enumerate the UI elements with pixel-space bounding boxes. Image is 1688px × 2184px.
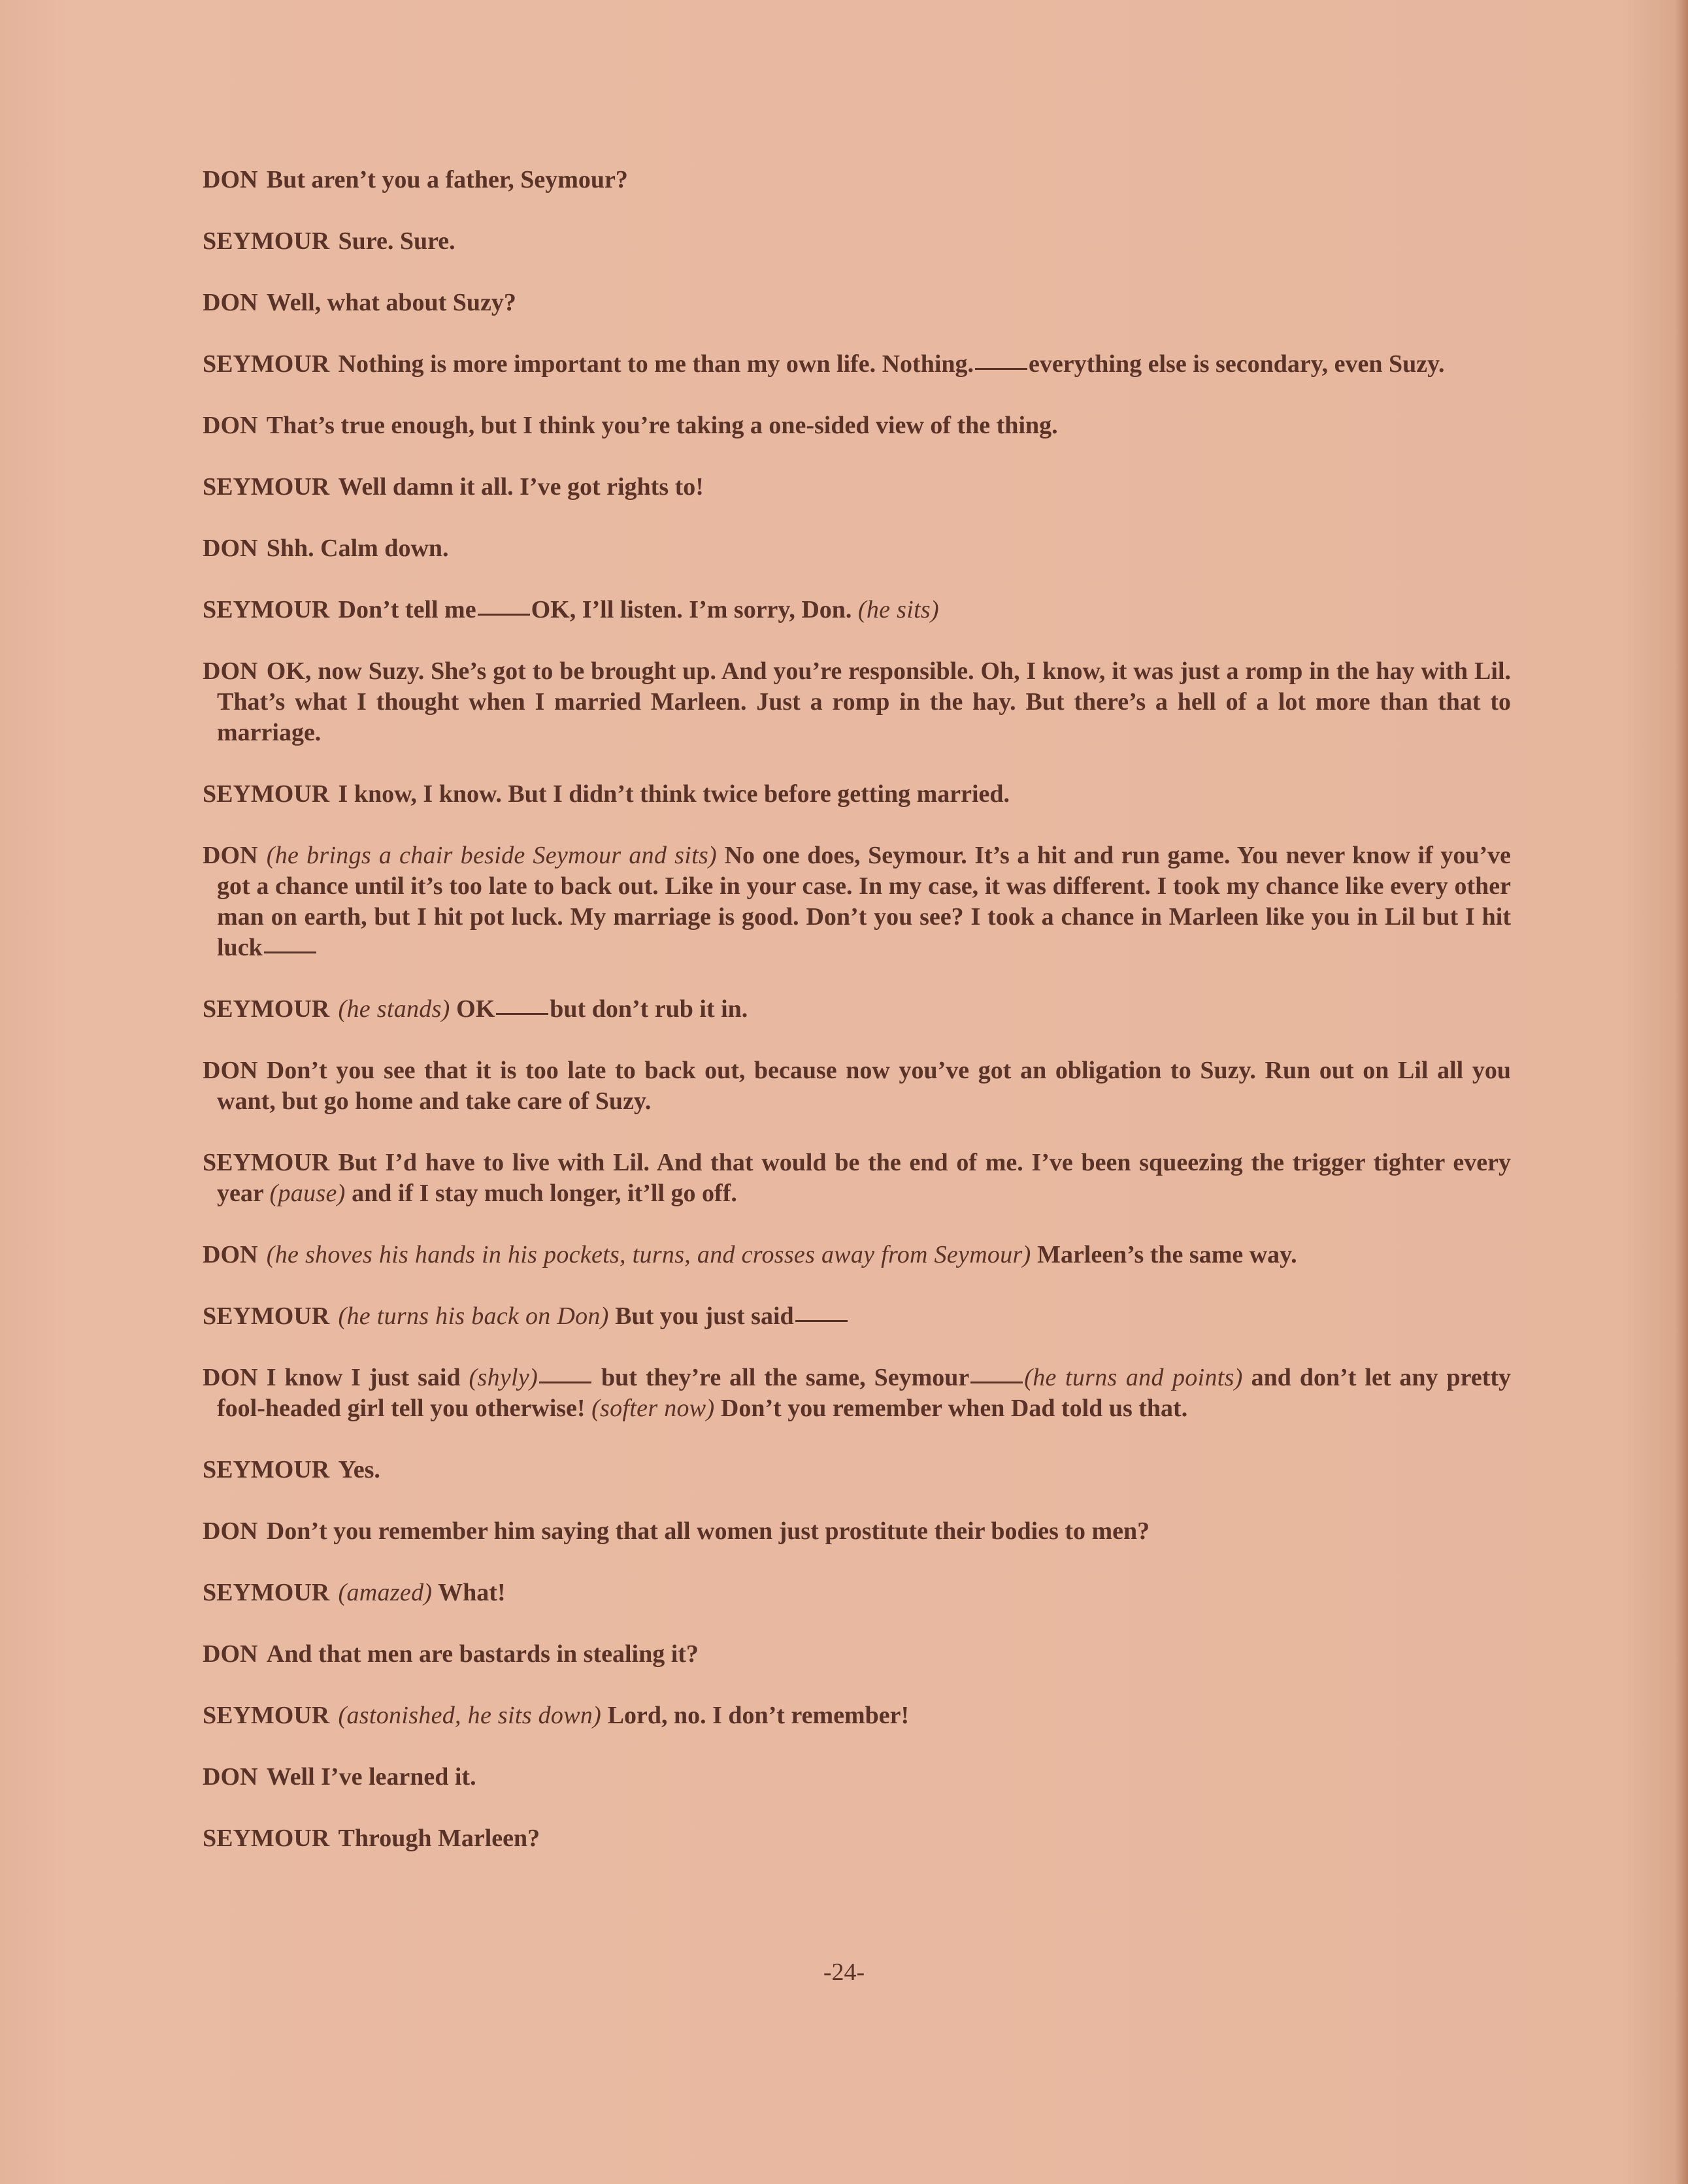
dialogue-line	[203, 1823, 1511, 1854]
speaker-name: DON	[203, 1640, 258, 1668]
speaker-name: SEYMOUR	[203, 1579, 330, 1606]
dialogue-line	[203, 595, 1511, 625]
speaker-name: SEYMOUR	[203, 350, 330, 378]
dialogue-line	[203, 1363, 1511, 1424]
dialogue-line	[203, 1240, 1511, 1270]
dialogue-text: Through Marleen?	[338, 1825, 540, 1852]
stage-direction: (amazed)	[338, 1579, 433, 1606]
stage-direction: (he brings a chair beside Seymour and sits)	[266, 842, 717, 869]
dialogue-text: I know I just said	[266, 1364, 469, 1391]
dialogue-text: What!	[432, 1579, 506, 1606]
dialogue-text: But I’d have to live with Lil. And that would be the end of me. I’ve been squeezing the trigger tighter every year	[217, 1149, 1511, 1207]
speaker-name: DON	[203, 412, 258, 439]
speaker-name: DON	[203, 1763, 258, 1791]
speaker-name: SEYMOUR	[203, 995, 330, 1023]
speaker-name: DON	[203, 289, 258, 316]
dialogue-line	[203, 779, 1511, 810]
dialogue-line	[203, 1455, 1511, 1485]
speaker-name: DON	[203, 1364, 258, 1391]
dash-rule	[970, 1382, 1023, 1383]
stage-direction: (pause)	[269, 1180, 346, 1207]
stage-direction: (shyly)	[469, 1364, 538, 1391]
dialogue-text: OK, now Suzy. She’s got to be brought up. And you’re responsible. Oh, I know, it was just a romp in the hay with Lil. That’s what I thought when I married Marleen. Just a romp in the hay. But there’s a hell of a lot more than that to marriage.	[217, 657, 1511, 746]
dialogue-text: Lord, no. I don’t remember!	[601, 1702, 910, 1729]
speaker-name: SEYMOUR	[203, 1825, 330, 1852]
speaker-name: DON	[203, 535, 258, 562]
dialogue-text: Well damn it all. I’ve got rights to!	[338, 473, 704, 501]
dialogue-text: I know, I know. But I didn’t think twice before getting married.	[338, 780, 1010, 808]
dialogue-line	[203, 1301, 1511, 1332]
dialogue-text: Yes.	[338, 1456, 380, 1483]
dialogue-text: Marleen’s the same way.	[1031, 1241, 1297, 1268]
speaker-name: SEYMOUR	[203, 1302, 330, 1330]
dialogue-line	[203, 410, 1511, 441]
speaker-name: DON	[203, 1241, 258, 1268]
dialogue-text: Don’t you remember him saying that all women just prostitute their bodies to men?	[266, 1517, 1150, 1545]
dialogue-line	[203, 656, 1511, 748]
script-body	[203, 165, 1511, 1885]
dash-rule	[496, 1013, 548, 1015]
dialogue-text: But aren’t you a father, Seymour?	[266, 166, 628, 193]
dialogue-line	[203, 349, 1511, 380]
speaker-name: SEYMOUR	[203, 473, 330, 501]
stage-direction: (he stands)	[338, 995, 450, 1023]
dialogue-line	[203, 533, 1511, 564]
stage-direction: (he turns his back on Don)	[338, 1302, 609, 1330]
dialogue-text: everything else is secondary, even Suzy.	[1029, 350, 1445, 378]
dialogue-text: Sure. Sure.	[338, 227, 455, 255]
dash-rule	[975, 368, 1027, 370]
speaker-name: SEYMOUR	[203, 596, 330, 623]
dialogue-line	[203, 1762, 1511, 1793]
dialogue-text: but they’re all the same, Seymour	[593, 1364, 970, 1391]
page-number: -24-	[823, 1959, 865, 1986]
speaker-name: SEYMOUR	[203, 1456, 330, 1483]
dialogue-text: but don’t rub it in.	[550, 995, 748, 1023]
speaker-name: DON	[203, 166, 258, 193]
dialogue-line	[203, 1148, 1511, 1209]
stage-direction: (he turns and points)	[1024, 1364, 1243, 1391]
dialogue-text: Well I’ve learned it.	[266, 1763, 476, 1791]
dialogue-text: Don’t you remember when Dad told us that.	[714, 1395, 1188, 1422]
stage-direction: (he shoves his hands in his pockets, turns, and crosses away from Seymour)	[266, 1241, 1031, 1268]
dialogue-line	[203, 288, 1511, 318]
dialogue-line	[203, 1639, 1511, 1670]
dialogue-text: Nothing is more important to me than my own life. Nothing.	[338, 350, 974, 378]
speaker-name: SEYMOUR	[203, 1702, 330, 1729]
speaker-name: DON	[203, 657, 258, 685]
dialogue-text: That’s true enough, but I think you’re taking a one-sided view of the thing.	[266, 412, 1058, 439]
dialogue-line	[203, 994, 1511, 1025]
stage-direction: (astonished, he sits down)	[338, 1702, 602, 1729]
dialogue-line	[203, 1055, 1511, 1117]
dialogue-line	[203, 1578, 1511, 1608]
dialogue-text: Don’t you see that it is too late to back out, because now you’ve got an obligation to Suzy. Run out on Lil all you want, but go home and take care of Suzy.	[217, 1057, 1511, 1115]
dash-rule	[539, 1382, 591, 1383]
stage-direction: (he sits)	[857, 596, 939, 623]
speaker-name: DON	[203, 842, 258, 869]
dialogue-text: Well, what about Suzy?	[266, 289, 516, 316]
dialogue-text: and don’t let any pretty fool-headed girl tell you otherwise!	[217, 1364, 1511, 1422]
dialogue-text: OK	[450, 995, 495, 1023]
dialogue-line	[203, 1516, 1511, 1547]
dash-rule	[264, 951, 316, 953]
dialogue-text: But you just said	[608, 1302, 794, 1330]
dialogue-text: And that men are bastards in stealing it?	[266, 1640, 699, 1668]
stage-direction: (softer now)	[591, 1395, 715, 1422]
speaker-name: DON	[203, 1057, 258, 1084]
dialogue-text: Shh. Calm down.	[266, 535, 449, 562]
dialogue-line	[203, 226, 1511, 257]
dialogue-line	[203, 840, 1511, 963]
speaker-name: DON	[203, 1517, 258, 1545]
dash-rule	[478, 614, 530, 616]
page-edge-shadow	[1678, 0, 1688, 2184]
dash-rule	[795, 1320, 848, 1322]
dialogue-text: OK, I’ll listen. I’m sorry, Don.	[531, 596, 858, 623]
dialogue-line	[203, 472, 1511, 503]
dialogue-line	[203, 1700, 1511, 1731]
speaker-name: SEYMOUR	[203, 780, 330, 808]
dialogue-text: No one does, Seymour. It’s a hit and run game. You never know if you’ve got a chance until it’s too late to back out. Like in your case. In my case, it was different. I took my chance like every other man on earth, but I hit pot luck. My marriage is good. Don’t you see? I took a chance in Marleen like you in Lil but I hit luck	[217, 842, 1511, 961]
dialogue-text: Don’t tell me	[338, 596, 476, 623]
speaker-name: SEYMOUR	[203, 227, 330, 255]
dialogue-line	[203, 165, 1511, 195]
speaker-name: SEYMOUR	[203, 1149, 330, 1176]
dialogue-text: and if I stay much longer, it’ll go off.	[345, 1180, 737, 1207]
